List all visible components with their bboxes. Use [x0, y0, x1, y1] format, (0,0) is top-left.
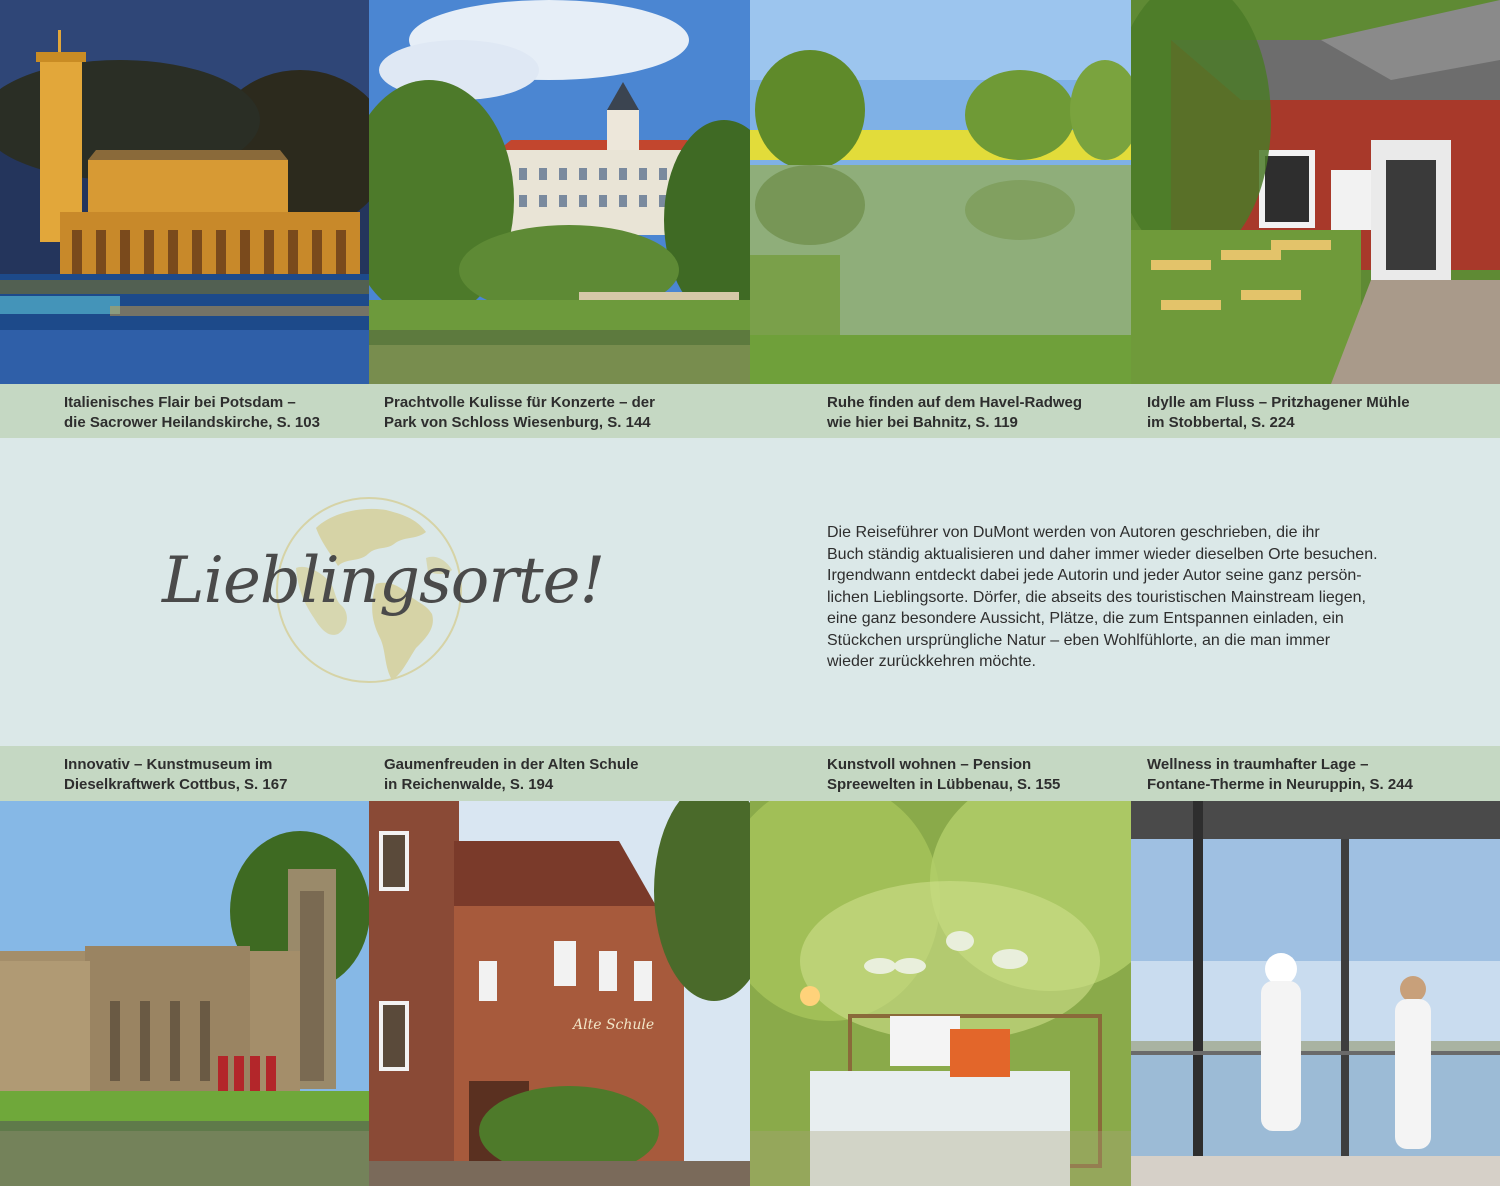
- intro-line: Die Reiseführer von DuMont werden von Autoren geschrieben, die ihr: [827, 524, 1320, 541]
- intro-line: Irgendwann entdeckt dabei jede Autorin und jeder Autor seine ganz persön-: [827, 567, 1362, 584]
- photo-spreewelten-room: [750, 801, 1131, 1186]
- photo-pritzhagener-muehle: [1131, 0, 1500, 384]
- photo-dieselkraftwerk: [0, 801, 369, 1186]
- caption-wiesenburg: [384, 393, 655, 433]
- caption-line: Wellness in traumhafter Lage –: [1147, 756, 1369, 773]
- page-title: Lieblingsorte!: [162, 544, 605, 618]
- intro-line: eine ganz besondere Aussicht, Plätze, die zum Entspannen einladen, ein: [827, 610, 1344, 627]
- caption-sacrow: [64, 393, 320, 433]
- photo-fontane-therme: [1131, 801, 1500, 1186]
- caption-line: Fontane-Therme in Neuruppin, S. 244: [1147, 776, 1413, 793]
- caption-line: Dieselkraftwerk Cottbus, S. 167: [64, 776, 288, 793]
- photo-alte-schule: [369, 801, 750, 1186]
- bottom-caption-band: [0, 746, 1500, 801]
- bottom-photo-row: [0, 801, 1500, 1186]
- intro-line: Buch ständig aktualisieren und daher immer wieder dieselben Orte besuchen.: [827, 545, 1378, 563]
- caption-cottbus: [64, 755, 287, 795]
- alte-schule-sign: Alte Schule: [573, 1017, 655, 1033]
- caption-line: Spreewelten in Lübbenau, S. 155: [827, 776, 1061, 793]
- caption-luebbenau: [827, 755, 1060, 795]
- caption-line: Italienisches Flair bei Potsdam –: [64, 394, 296, 411]
- top-photo-row: [0, 0, 1500, 384]
- caption-pritzhagen: [1147, 393, 1410, 433]
- intro-line: lichen Lieblingsorte. Dörfer, die abseits des touristischen Mainstream liegen,: [827, 588, 1366, 606]
- caption-line: Ruhe finden auf dem Havel-Radweg: [827, 394, 1083, 411]
- caption-line: Idylle am Fluss – Pritzhagener Mühle: [1147, 394, 1410, 411]
- photo-havel-radweg: [750, 0, 1131, 384]
- photo-sacrow-church: [0, 0, 369, 384]
- caption-line: Prachtvolle Kulisse für Konzerte – der: [384, 394, 655, 411]
- top-caption-band: [0, 384, 1500, 438]
- caption-havel: [827, 393, 1082, 433]
- caption-line: im Stobbertal, S. 224: [1147, 414, 1295, 431]
- caption-reichenwalde: [384, 755, 639, 795]
- caption-line: Innovativ – Kunstmuseum im: [64, 756, 273, 773]
- intro-line: wieder zurückkehren möchte.: [827, 653, 1036, 670]
- intro-section: [0, 438, 1500, 746]
- caption-line: Kunstvoll wohnen – Pension: [827, 756, 1032, 773]
- caption-line: Park von Schloss Wiesenburg, S. 144: [384, 414, 651, 431]
- intro-text: [827, 522, 1437, 673]
- caption-line: in Reichenwalde, S. 194: [384, 776, 554, 793]
- caption-line: Gaumenfreuden in der Alten Schule: [384, 756, 639, 773]
- photo-schloss-wiesenburg: [369, 0, 750, 384]
- intro-line: Stückchen ursprüngliche Natur – eben Wohlfühlorte, an die man immer: [827, 631, 1331, 649]
- caption-line: die Sacrower Heilandskirche, S. 103: [64, 414, 320, 431]
- caption-neuruppin: [1147, 755, 1413, 795]
- caption-line: wie hier bei Bahnitz, S. 119: [827, 414, 1018, 431]
